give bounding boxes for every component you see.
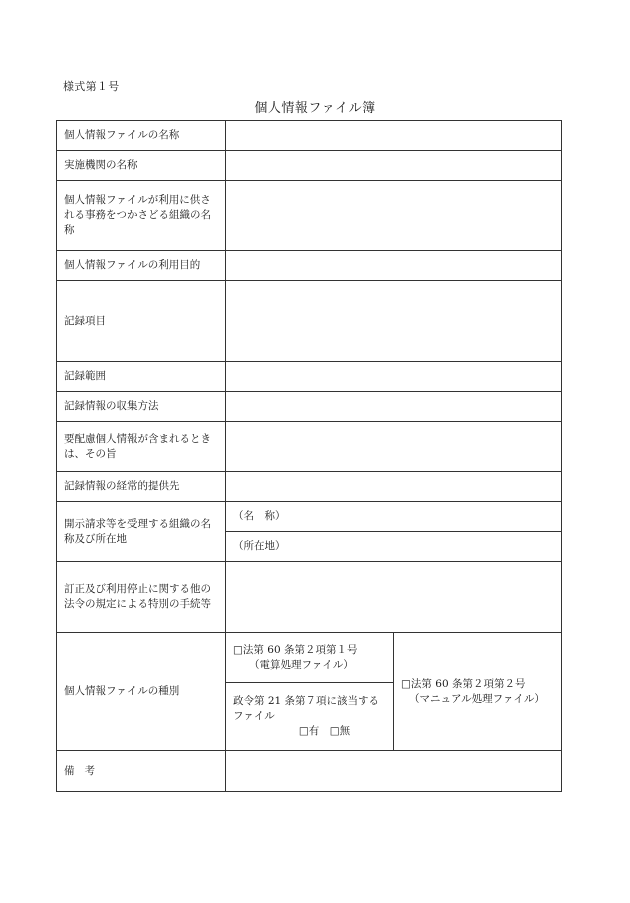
table-row [57, 392, 562, 422]
row-label-remarks: 備考 [57, 751, 226, 792]
form-title: 個人情報ファイル簿 [254, 101, 376, 116]
value-cell-agency-name[interactable] [226, 151, 562, 181]
table-row [57, 562, 562, 633]
option-computer-file-line2: （電算処理ファイル） [249, 658, 354, 671]
row-label-disclosure-org: 開示請求等を受理する組織の名称及び所在地 [57, 502, 226, 562]
row-label-recipients: 記録情報の経常的提供先 [57, 472, 226, 502]
value-cell-special-procedures[interactable] [226, 562, 562, 633]
row-label-file-type: 個人情報ファイルの種別 [57, 633, 226, 751]
value-cell-file-name[interactable] [226, 121, 562, 151]
yes-no-checkboxes[interactable]: □有 □無 [298, 725, 351, 737]
option-manual-file-line1: □法第 60 条第２項第２号 [401, 677, 526, 690]
value-cell-remarks[interactable] [226, 751, 562, 792]
table-row [57, 121, 562, 151]
row-label-record-scope: 記録範囲 [57, 362, 226, 392]
row-label-record-items: 記録項目 [57, 281, 226, 362]
row-label-organization: 個人情報ファイルが利用に供される事務をつかさどる組織の名称 [57, 181, 226, 251]
ordinance-cell [226, 683, 394, 751]
table-row [57, 502, 562, 532]
value-cell-sensitive-info[interactable] [226, 422, 562, 472]
table-row [57, 281, 562, 362]
table-row [57, 751, 562, 792]
table-row [57, 633, 562, 683]
row-label-special-procedures: 訂正及び利用停止に関する他の法令の規定による特別の手続等 [57, 562, 226, 633]
row-label-sensitive-info: 要配慮個人情報が含まれるときは、その旨 [57, 422, 226, 472]
register-table [56, 120, 562, 792]
value-cell-recipients[interactable] [226, 472, 562, 502]
row-label-agency-name: 実施機関の名称 [57, 151, 226, 181]
value-cell-collection-method[interactable] [226, 392, 562, 422]
table-row [57, 251, 562, 281]
disclosure-address-label: （所在地） [226, 532, 562, 562]
option-manual-file[interactable] [394, 633, 562, 751]
disclosure-name-label: （名 称） [226, 502, 562, 532]
table-row [57, 151, 562, 181]
table-row [57, 181, 562, 251]
option-manual-file-line2: （マニュアル処理ファイル） [409, 692, 545, 705]
ordinance-text: 政令第 21 条第７項に該当するファイル [233, 695, 380, 722]
row-label-collection-method: 記録情報の収集方法 [57, 392, 226, 422]
table-row [57, 362, 562, 392]
value-cell-organization[interactable] [226, 181, 562, 251]
row-label-file-name: 個人情報ファイルの名称 [57, 121, 226, 151]
value-cell-record-scope[interactable] [226, 362, 562, 392]
table-row [57, 472, 562, 502]
option-computer-file[interactable] [226, 633, 394, 683]
value-cell-record-items[interactable] [226, 281, 562, 362]
option-computer-file-line1: □法第 60 条第２項第１号 [233, 643, 358, 656]
table-row [57, 422, 562, 472]
form-number: 様式第１号 [63, 80, 120, 93]
row-label-purpose: 個人情報ファイルの利用目的 [57, 251, 226, 281]
value-cell-purpose[interactable] [226, 251, 562, 281]
